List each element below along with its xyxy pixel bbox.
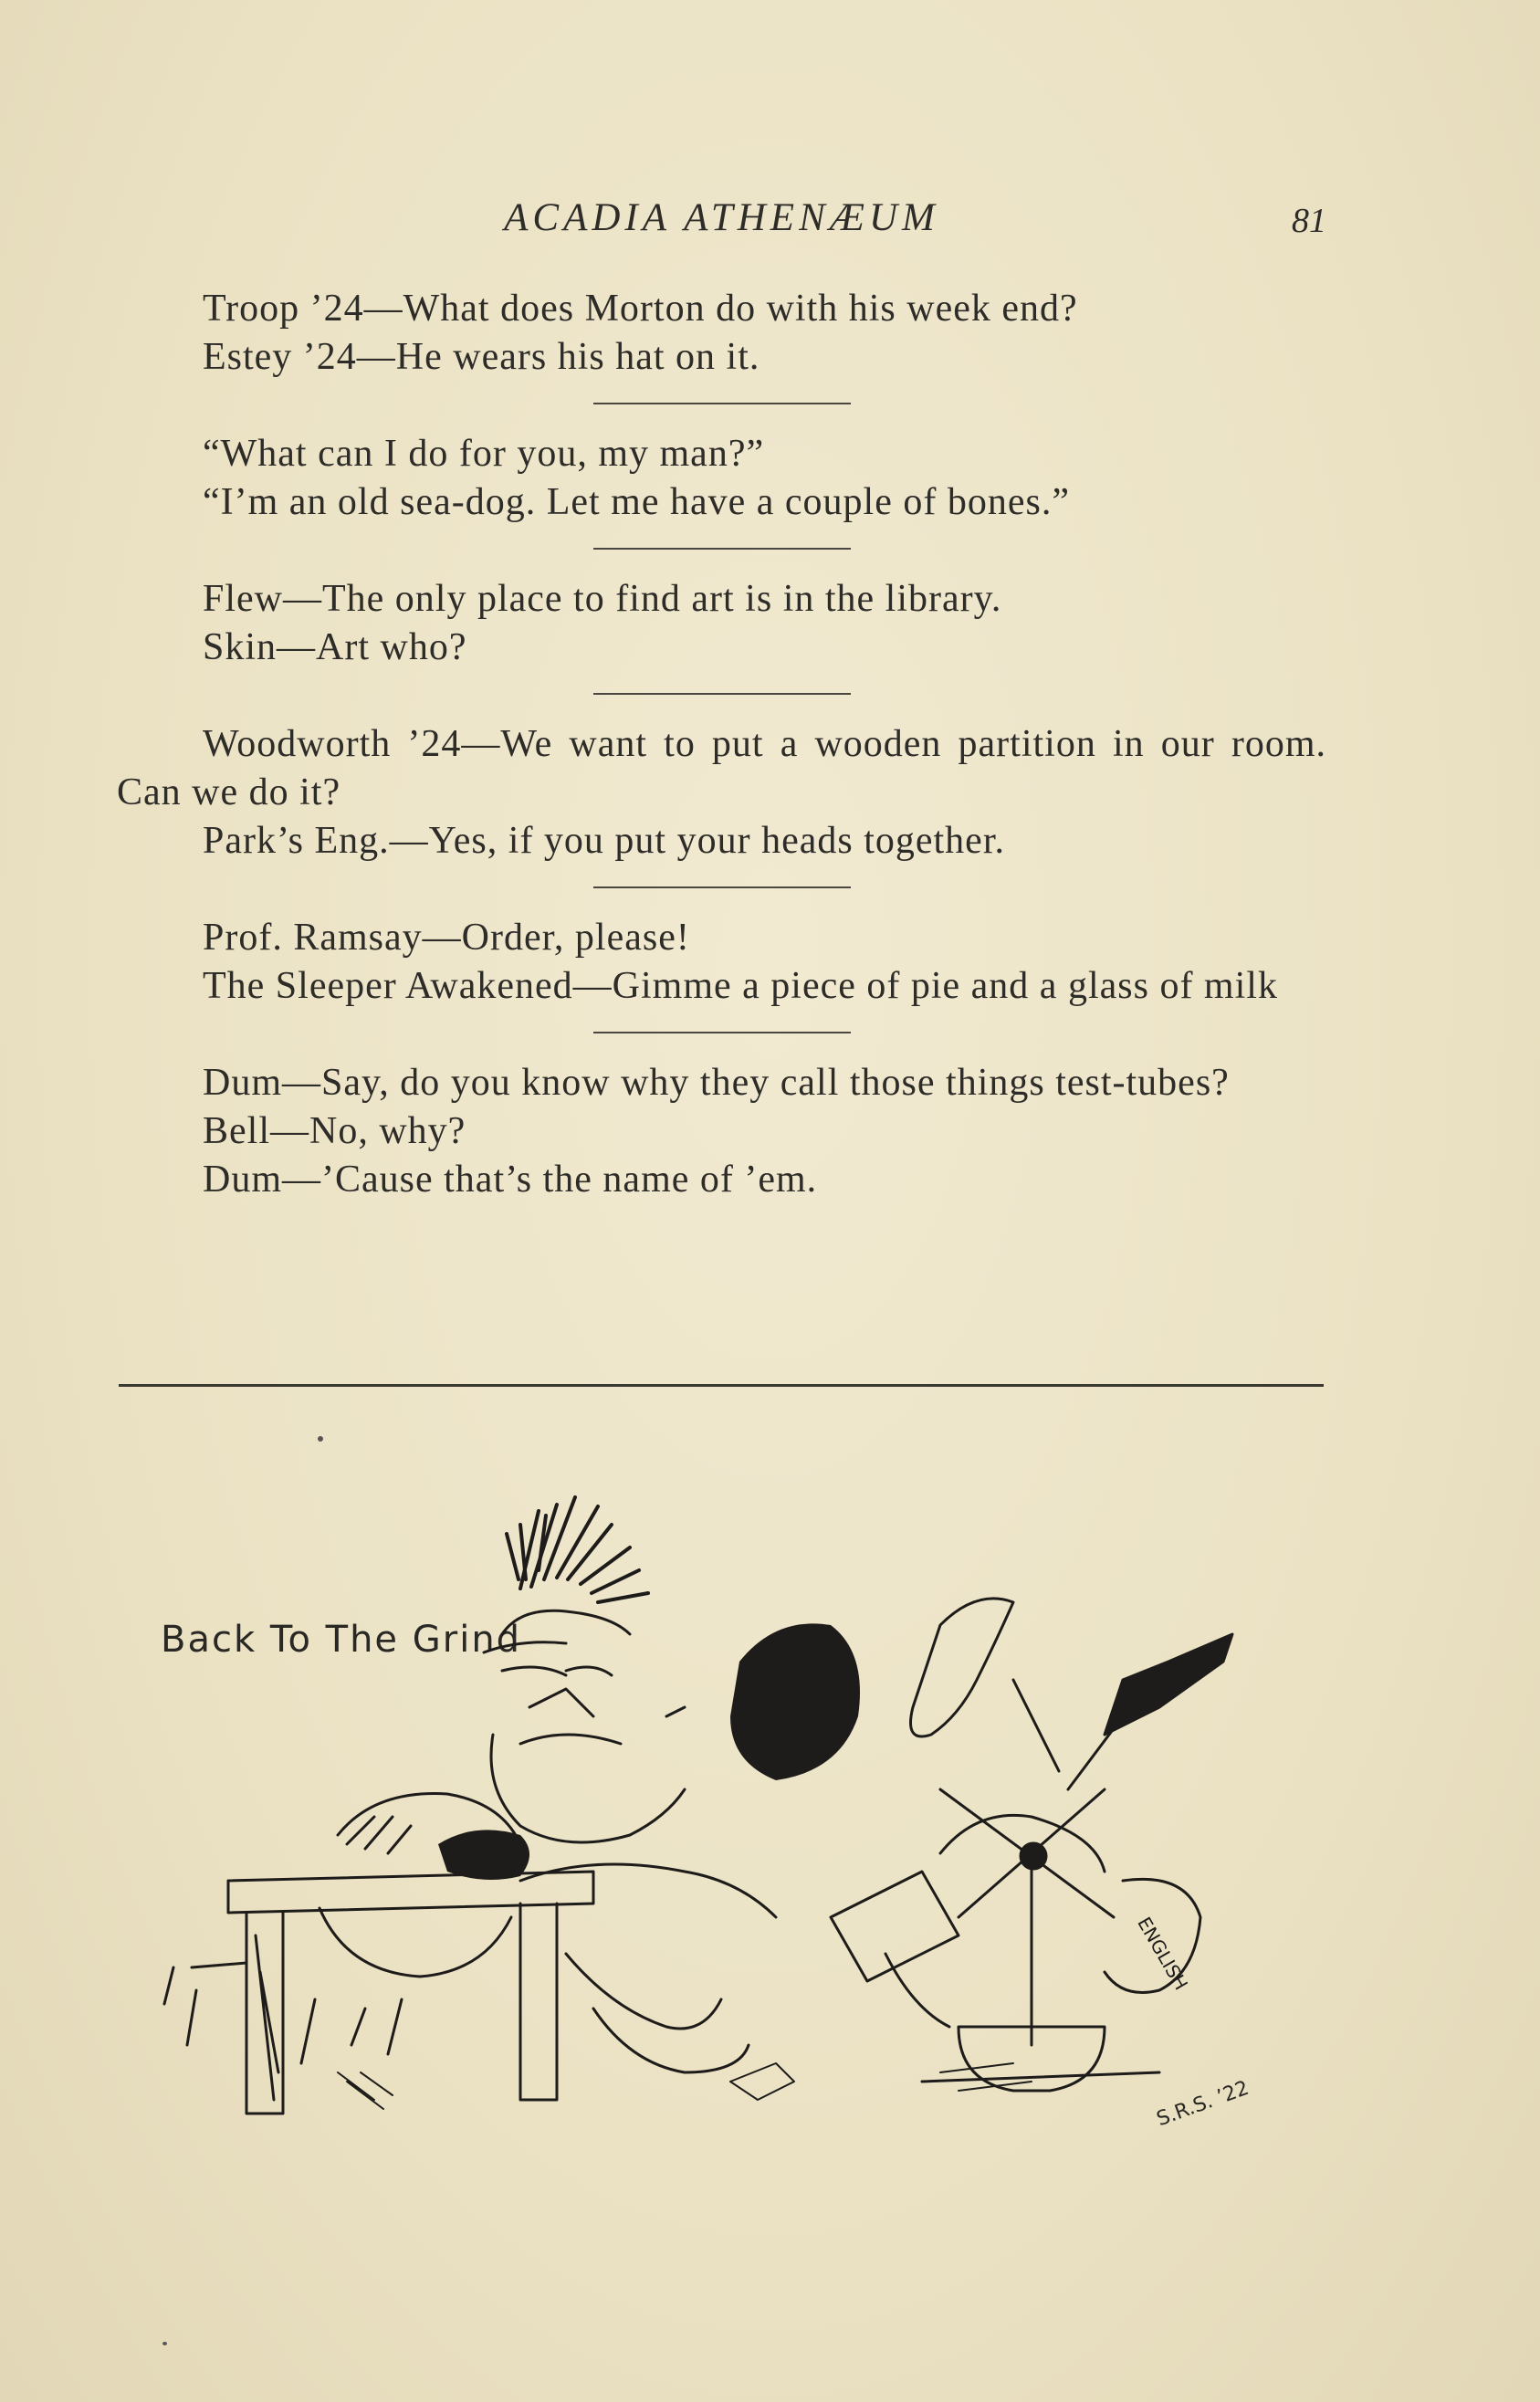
joke bbox=[117, 285, 1326, 382]
ink-shadow bbox=[730, 1623, 860, 1780]
joke bbox=[117, 575, 1326, 672]
chair-drawing bbox=[922, 1789, 1159, 2091]
joke-line: Estey ’24—He wears his hat on it. bbox=[203, 336, 760, 378]
hair-drawing bbox=[507, 1497, 648, 1602]
ink-speck bbox=[162, 2342, 167, 2345]
joke-line: Woodworth ’24—We want to put a wooden partition in our room. Can we do it? bbox=[117, 723, 1326, 813]
joke-separator bbox=[593, 403, 851, 404]
joke-line: Prof. Ramsay—Order, please! bbox=[203, 917, 690, 959]
joke-line: Troop ’24—What does Morton do with his week end? bbox=[203, 288, 1078, 330]
artist-signature: S.R.S. ’22 bbox=[1153, 2076, 1252, 2132]
joke-line: “What can I do for you, my man?” bbox=[203, 433, 765, 475]
joke-line: Dum—Say, do you know why they call those things test-tubes? bbox=[203, 1062, 1230, 1104]
joke bbox=[117, 720, 1326, 865]
joke-line: The Sleeper Awakened—Gimme a piece of pie and a glass of milk bbox=[203, 965, 1278, 1007]
shoes-drawing bbox=[911, 1599, 1233, 1789]
joke-separator bbox=[593, 1032, 851, 1033]
joke-line: “I’m an old sea-dog. Let me have a couple of bones.” bbox=[203, 481, 1070, 523]
ink-hand bbox=[438, 1830, 529, 1880]
table-drawing bbox=[164, 1872, 593, 2114]
book-label: ENGLISH bbox=[1133, 1913, 1193, 1994]
floor-scribbles bbox=[338, 2063, 1032, 2109]
joke-separator bbox=[593, 886, 851, 888]
joke-separator bbox=[593, 693, 851, 695]
page-number: 81 bbox=[1292, 202, 1326, 240]
joke bbox=[117, 430, 1326, 527]
cartoon-drawing bbox=[137, 1442, 1287, 2155]
joke-line: Skin—Art who? bbox=[203, 626, 467, 668]
joke-line: Park’s Eng.—Yes, if you put your heads together. bbox=[203, 820, 1005, 862]
cartoon-caption: Back To The Grind bbox=[161, 1619, 522, 1661]
joke-line: Bell—No, why? bbox=[203, 1110, 466, 1152]
body-drawing bbox=[520, 1864, 959, 2072]
book-drawing bbox=[1105, 1879, 1200, 1993]
running-title: ACADIA ATHENÆUM bbox=[504, 196, 939, 239]
pie-drawing bbox=[320, 1794, 520, 1977]
joke bbox=[117, 1059, 1326, 1204]
joke-line: Dum—’Cause that’s the name of ’em. bbox=[203, 1159, 818, 1201]
cartoon-illustration bbox=[137, 1442, 1287, 2155]
joke bbox=[117, 914, 1326, 1011]
joke-separator bbox=[593, 548, 851, 550]
joke-line: Flew—The only place to find art is in the library. bbox=[203, 578, 1002, 620]
face-drawing bbox=[484, 1610, 685, 1842]
section-rule bbox=[119, 1384, 1324, 1387]
page-header bbox=[117, 195, 1326, 250]
jokes-column bbox=[117, 285, 1326, 1204]
ink-speck bbox=[318, 1436, 323, 1442]
